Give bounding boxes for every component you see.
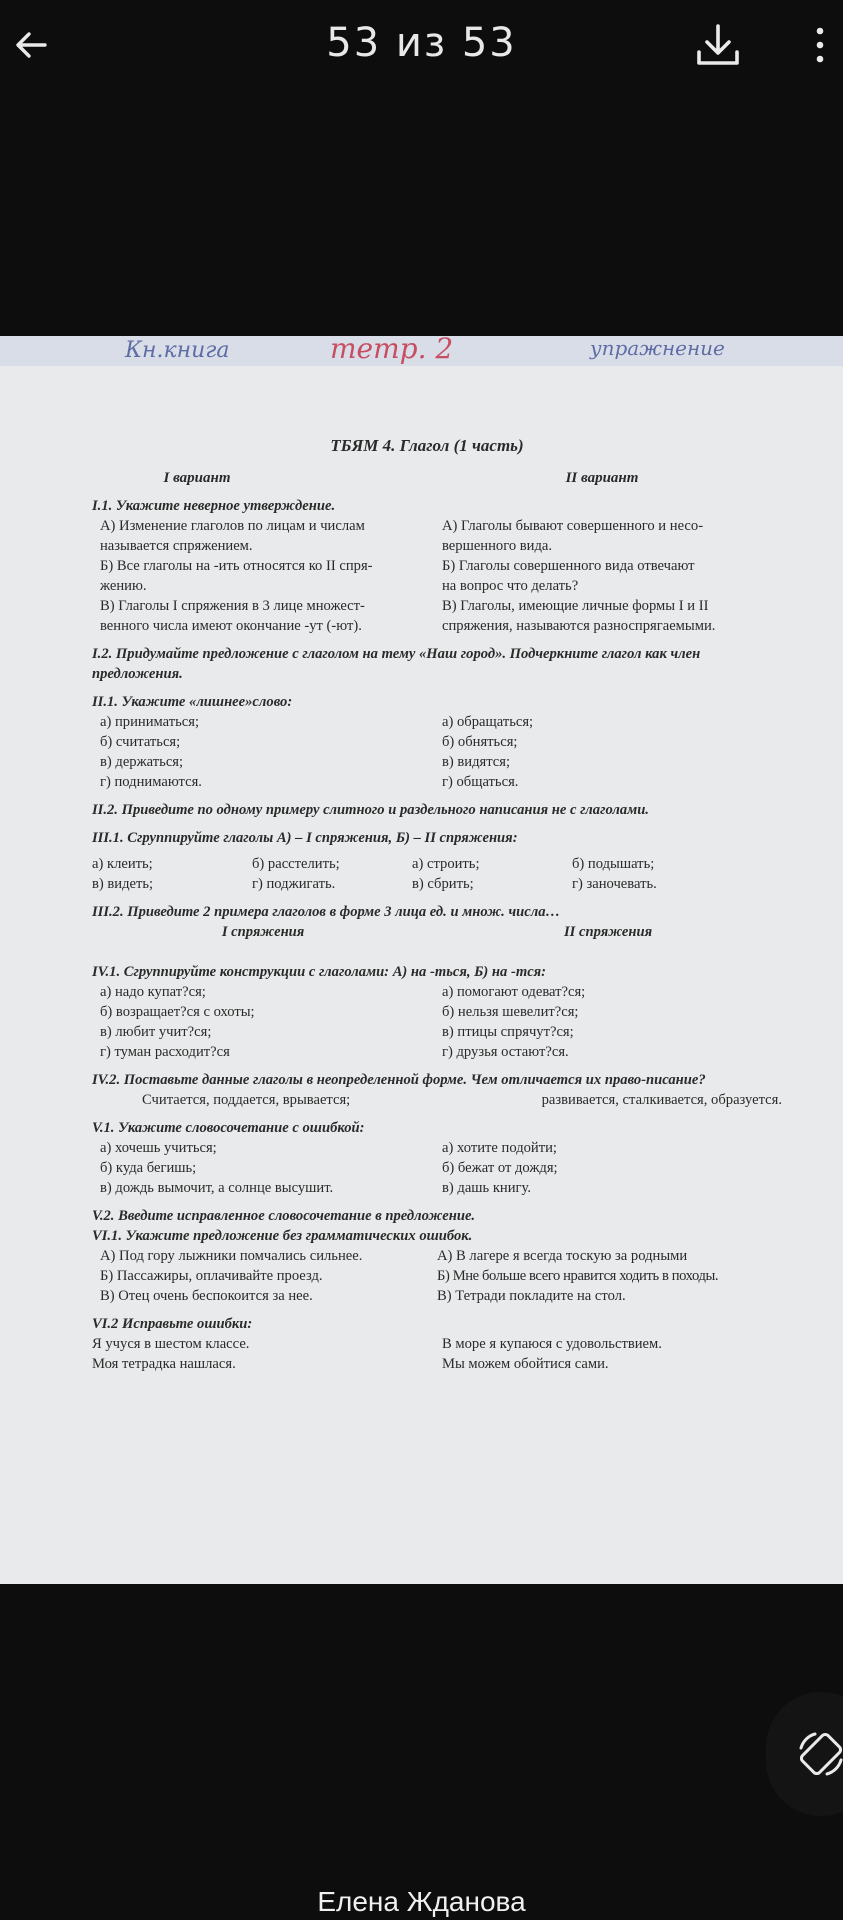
answer-line: в) видеть;: [92, 876, 154, 892]
question-heading: IV.1. Сгруппируйте конструкции с глаголами: А) на -ться, Б) на -тся:: [92, 964, 547, 980]
answer-line: Мы можем обойтися сами.: [442, 1356, 609, 1372]
answer-line: В) Глаголы, имеющие личные формы I и II: [442, 598, 709, 614]
answer-line: а) хотите подойти;: [442, 1140, 557, 1156]
answer-line: в) дождь вымочит, а солнце высушит.: [100, 1180, 334, 1196]
more-vertical-icon: [814, 25, 826, 65]
answer-line: развивается, сталкивается, образуется.: [541, 1092, 782, 1108]
answer-line: а) приниматься;: [100, 714, 200, 730]
answer-line: Считается, поддается, врывается;: [142, 1092, 351, 1108]
answer-line: на вопрос что делать?: [442, 578, 579, 594]
answer-line: называется спряжением.: [100, 538, 253, 554]
answer-line: б) бежат от дождя;: [442, 1160, 558, 1176]
answer-line: А) Изменение глаголов по лицам и числам: [100, 518, 365, 534]
answer-line: В) Глаголы I спряжения в 3 лице множест-: [100, 598, 365, 614]
answer-line: жению.: [100, 578, 147, 594]
answer-line: г) туман расходит?ся: [100, 1044, 230, 1060]
question-heading: I.2. Придумайте предложение с глаголом на тему «Наш город». Подчеркните глагол как член предложения.: [92, 646, 701, 682]
answer-line: Моя тетрадка нашлася.: [92, 1356, 236, 1372]
answer-line: а) строить;: [412, 856, 480, 872]
answer-line: в) дашь книгу.: [442, 1180, 532, 1196]
answer-line: Б) Мне больше всего нравится ходить в походы.: [437, 1268, 719, 1284]
worksheet-title: ТБЯМ 4. Глагол (1 часть): [330, 436, 524, 455]
download-icon: [692, 20, 744, 72]
answer-line: а) хочешь учиться;: [100, 1140, 217, 1156]
question-heading: III.1. Сгруппируйте глаголы А) – I спряжения, Б) – II спряжения:: [92, 830, 518, 846]
screen-rotate-icon: [791, 1724, 843, 1784]
answer-line: В) Тетради покладите на стол.: [437, 1288, 626, 1304]
answer-line: г) поднимаются.: [100, 774, 202, 790]
answer-line: г) общаться.: [442, 774, 519, 790]
answer-line: а) клеить;: [92, 856, 153, 872]
answer-line: б) обняться;: [442, 734, 518, 750]
question-heading: II.1. Укажите «лишнее»слово:: [92, 694, 293, 710]
variant-1-heading: I вариант: [163, 470, 231, 486]
answer-line: Я учуся в шестом классе.: [92, 1336, 250, 1352]
answer-line: б) подышать;: [572, 856, 655, 872]
question-heading: II.2. Приведите по одному примеру слитного и раздельного написания не с глаголами.: [92, 802, 649, 818]
question-heading: III.2. Приведите 2 примера глаголов в форме 3 лица ед. и множ. числа…: [92, 904, 561, 920]
viewer-toolbar: [0, 0, 843, 90]
answer-line: спряжения, называются разноспрягаемыми.: [442, 618, 716, 634]
answer-line: б) расстелить;: [252, 856, 340, 872]
question-heading: I.1. Укажите неверное утверждение.: [92, 498, 336, 514]
answer-line: Б) Пассажиры, оплачивайте проезд.: [100, 1268, 323, 1284]
answer-line: б) возращает?ся с охоты;: [100, 1004, 255, 1020]
question-heading: V.1. Укажите словосочетание с ошибкой:: [92, 1120, 365, 1136]
answer-line: в) держаться;: [100, 754, 184, 770]
answer-line: Б) Все глаголы на -ить относятся ко II спря-: [100, 558, 373, 574]
more-options-button[interactable]: [800, 20, 840, 70]
answer-line: в) видятся;: [442, 754, 511, 770]
answer-line: г) поджигать.: [252, 876, 336, 892]
answer-line: а) надо купат?ся;: [100, 984, 206, 1000]
column-heading: II спряжения: [564, 924, 653, 940]
answer-line: Б) Глаголы совершенного вида отвечают: [442, 558, 695, 574]
question-heading: IV.2. Поставьте данные глаголы в неопределенной форме. Чем отличается их право-писание?: [92, 1072, 706, 1088]
download-button[interactable]: [690, 18, 746, 74]
answer-line: венного числа имеют окончание -ут (-ют).: [100, 618, 362, 634]
answer-line: б) считаться;: [100, 734, 181, 750]
author-name: Елена Жданова: [317, 1886, 526, 1917]
handwriting-note: Кн.книга: [125, 338, 230, 363]
answer-line: А) Под гору лыжники помчались сильнее.: [100, 1248, 363, 1264]
answer-line: А) В лагере я всегда тоскую за родными: [437, 1248, 688, 1264]
answer-line: А) Глаголы бывают совершенного и несо-: [442, 518, 704, 534]
handwriting-note: тетр. 2: [330, 336, 454, 365]
answer-line: б) куда бегишь;: [100, 1160, 197, 1176]
handwriting-note: упражнение: [590, 336, 725, 360]
document-photo[interactable]: [0, 336, 843, 1584]
answer-line: в) сбрить;: [412, 876, 474, 892]
rotate-screen-button[interactable]: [766, 1692, 843, 1816]
answer-line: г) друзья остают?ся.: [442, 1044, 569, 1060]
worksheet: [92, 436, 782, 1374]
question-heading: VI.2 Исправьте ошибки:: [92, 1316, 253, 1332]
answer-line: в) любит учит?ся;: [100, 1024, 212, 1040]
answer-line: В море я купаюся с удовольствием.: [442, 1336, 662, 1352]
variant-2-heading: II вариант: [565, 470, 639, 486]
column-heading: I спряжения: [221, 924, 305, 940]
answer-line: вершенного вида.: [442, 538, 553, 554]
question-heading: VI.1. Укажите предложение без грамматических ошибок.: [92, 1228, 473, 1244]
answer-line: в) птицы спрячут?ся;: [442, 1024, 574, 1040]
question-heading: V.2. Введите исправленное словосочетание в предложение.: [92, 1208, 476, 1224]
answer-line: б) нельзя шевелит?ся;: [442, 1004, 579, 1020]
answer-line: В) Отец очень беспокоится за нее.: [100, 1288, 313, 1304]
answer-line: а) обращаться;: [442, 714, 534, 730]
answer-line: а) помогают одеват?ся;: [442, 984, 586, 1000]
page-counter: 53 из 53: [326, 20, 517, 66]
answer-line: г) заночевать.: [572, 876, 657, 892]
